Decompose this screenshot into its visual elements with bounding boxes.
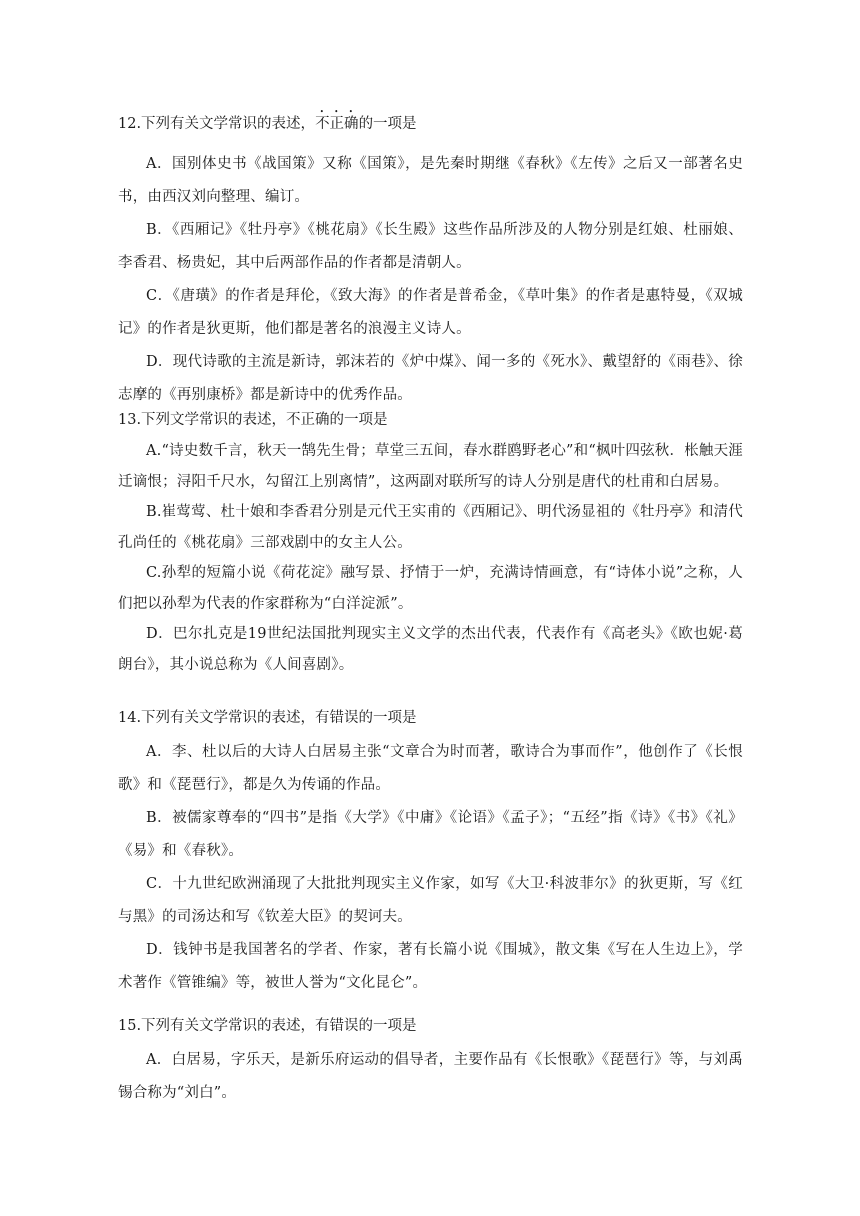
question-14-option-d: D．钱钟书是我国著名的学者、作家，著有长篇小说《围城》，散文集《写在人生边上》，学术著作《管锥编》等，被世人誉为“文化昆仑”。 (118, 942, 743, 991)
question-13-option-b: B.崔莺莺、杜十娘和李香君分别是元代王实甫的《西厢记》、明代汤显祖的《牡丹亭》和清代孔尚任的《桃花扇》三部戏剧中的女主人公。 (118, 504, 743, 551)
question-15-option-a: A．白居易，字乐天，是新乐府运动的倡导者，主要作品有《长恨歌》《琵琶行》等，与刘禹锡合称为“刘白”。 (118, 1052, 743, 1101)
question-13-title: 13.下列文学常识的表述，不正确的一项是 (118, 412, 388, 428)
question-12 (118, 108, 743, 412)
question-12-title-emphasis: 不正确 (315, 116, 359, 132)
question-14-title: 14.下列有关文学常识的表述，有错误的一项是 (118, 710, 417, 726)
question-14-option-a: A．李、杜以后的大诗人白居易主张“文章合为时而著，歌诗合为事而作”，他创作了《长恨歌》和《琵琶行》，都是久为传诵的作品。 (118, 744, 743, 793)
question-14-option-c: C．十九世纪欧洲涌现了大批批判现实主义作家，如写《大卫·科波菲尔》的狄更斯，写《红与黑》的司汤达和写《钦差大臣》的契诃夫。 (118, 876, 743, 925)
question-14-option-b: B．被儒家尊奉的“四书”是指《大学》《中庸》《论语》《孟子》；“五经”指《诗》《书》《礼》《易》和《春秋》。 (118, 810, 743, 859)
question-12-title (118, 108, 743, 134)
question-12-title-post: 的一项是 (358, 116, 417, 132)
question-12-title-pre: 12.下列有关文学常识的表述， (118, 116, 316, 132)
question-14 (118, 708, 743, 1000)
question-12-option-d: D．现代诗歌的主流是新诗，郭沫若的《炉中煤》、闻一多的《死水》、戴望舒的《雨巷》、徐志摩的《再别康桥》都是新诗中的优秀作品。 (118, 354, 743, 403)
question-12-option-b: B．《西厢记》《牡丹亭》《桃花扇》《长生殿》这些作品所涉及的人物分别是红娘、杜丽娘、李香君、杨贵妃，其中后两部作品的作者都是清朝人。 (118, 222, 743, 271)
question-15 (118, 1016, 743, 1110)
question-15-title: 15.下列有关文学常识的表述，有错误的一项是 (118, 1018, 417, 1034)
question-13-option-d: D．巴尔扎克是19世纪法国批判现实主义文学的杰出代表，代表作有《高老头》《欧也妮·葛朗台》，其小说总称为《人间喜剧》。 (118, 626, 743, 673)
question-13-option-a: A.“诗史数千言，秋天一鹄先生骨；草堂三五间，春水群鸥野老心”和“枫叶四弦秋．枨触天涯迁谪恨；浔阳千尺水，勾留江上别离情”，这两副对联所写的诗人分别是唐代的杜甫和白居易。 (118, 443, 743, 490)
question-13 (118, 410, 743, 680)
question-12-option-c: C．《唐璜》的作者是拜伦，《致大海》的作者是普希金，《草叶集》的作者是惠特曼，《双城记》的作者是狄更斯，他们都是著名的浪漫主义诗人。 (118, 288, 743, 337)
question-12-option-a: A．国别体史书《战国策》又称《国策》，是先秦时期继《春秋》《左传》之后又一部著名史书，由西汉刘向整理、编订。 (118, 156, 743, 205)
question-13-option-c: C.孙犁的短篇小说《荷花淀》融写景、抒情于一炉，充满诗情画意，有“诗体小说”之称，人们把以孙犁为代表的作家群称为“白洋淀派”。 (118, 565, 743, 612)
